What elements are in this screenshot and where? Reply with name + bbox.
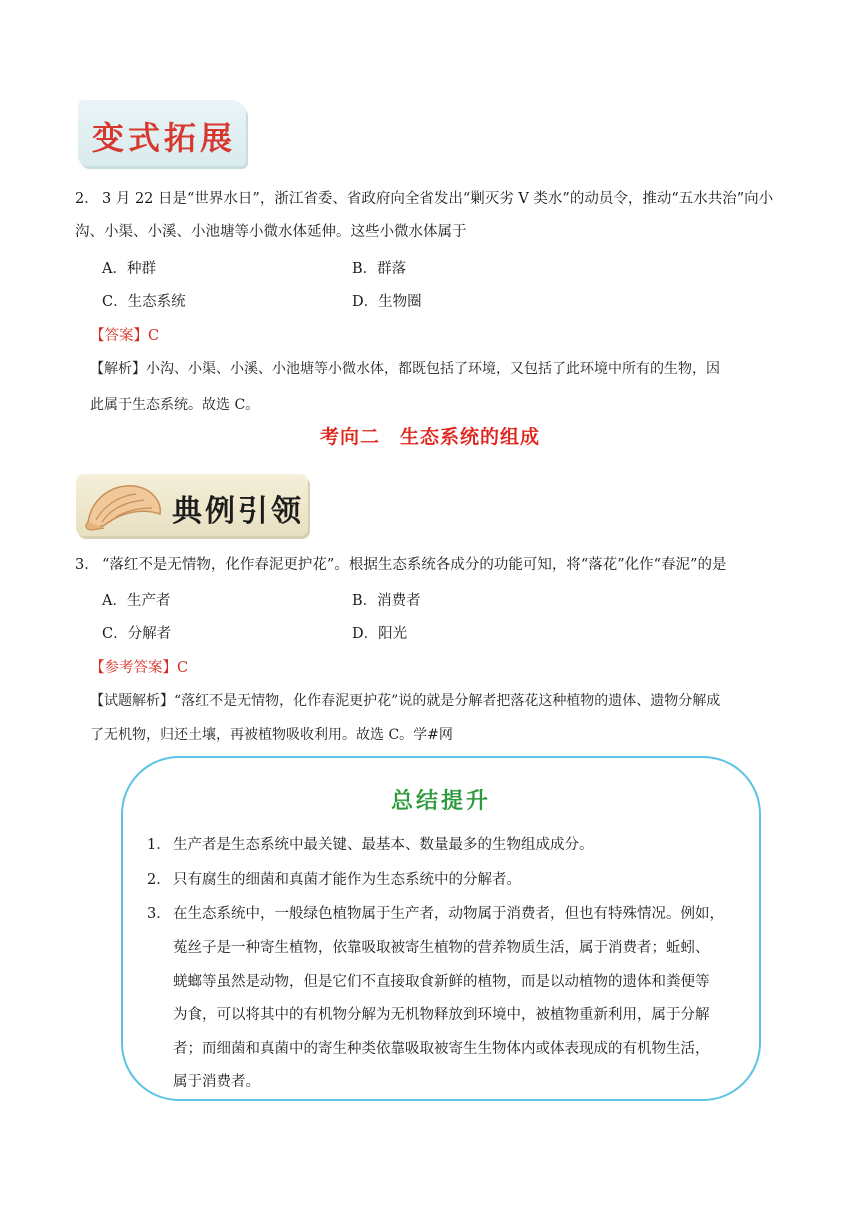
summary-item-3-line: 在生态系统中，一般绿色植物属于生产者，动物属于消费者，但也有特殊情况。例如， xyxy=(173,906,724,922)
summary-item-1-line: 生产者是生态系统中最关键、最基本、数量最多的生物组成成分。 xyxy=(173,837,594,853)
question-3-explanation-line-2: 了无机物，归还土壤，再被植物吸收利用。故选 C。学#网 xyxy=(90,727,453,743)
question-2-text-line-1: 3 月 22 日是“世界水日”，浙江省委、省政府向全省发出“剿灭劣 V 类水”的动员令，推动“五水共治”向小 xyxy=(102,191,774,207)
question-2-option-c: C．生态系统 xyxy=(102,294,186,310)
question-2-text-line-2: 沟、小渠、小溪、小池塘等小微水体延伸。这些小微水体属于 xyxy=(75,224,467,240)
question-2-option-d: D．生物圈 xyxy=(352,294,422,310)
summary-item-3-line: 者；而细菌和真菌中的寄生种类依靠吸取被寄生生物体内或体表现成的有机物生活， xyxy=(173,1041,710,1057)
question-3-option-c: C．分解者 xyxy=(102,626,172,642)
question-3-text-line-1: “落红不是无情物，化作春泥更护花”。根据生态系统各成分的功能可知，将“落花”化作“春泥”的是 xyxy=(102,557,727,573)
summary-item-3-line: 蜣螂等虽然是动物，但是它们不直接取食新鲜的植物，而是以动植物的遗体和粪便等 xyxy=(173,974,710,990)
question-2-explanation-line-1: 【解析】小沟、小渠、小溪、小池塘等小微水体，都既包括了环境，又包括了此环境中所有的生物，因 xyxy=(90,361,720,377)
question-3-answer xyxy=(90,656,188,677)
answer-label: 【参考答案】 xyxy=(90,660,177,676)
answer-value: C xyxy=(177,660,189,676)
question-3-option-d: D．阳光 xyxy=(352,626,408,642)
answer-value: C xyxy=(148,328,160,344)
summary-item-2-line: 只有腐生的细菌和真菌才能作为生态系统中的分解者。 xyxy=(173,872,521,888)
question-3-explanation-line-1: 【试题解析】“落红不是无情物，化作春泥更护花”说的就是分解者把落花这种植物的遗体、遗物分解成 xyxy=(90,693,721,709)
summary-item-3-number: 3． xyxy=(147,906,171,922)
section-title: 考向二 生态系统的组成 xyxy=(319,426,540,448)
summary-title: 总结提升 xyxy=(390,789,491,814)
summary-item-3-line: 属于消费者。 xyxy=(173,1074,260,1090)
question-3-option-b: B．消费者 xyxy=(352,593,421,609)
question-3-number: 3． xyxy=(75,557,99,573)
question-2-option-b: B．群落 xyxy=(352,261,407,277)
banner-label: 典例引领 xyxy=(172,494,304,529)
summary-item-3-line: 为食，可以将其中的有机物分解为无机物释放到环境中，被植物重新利用，属于分解 xyxy=(173,1007,710,1023)
shell-icon xyxy=(82,478,166,534)
summary-box xyxy=(121,756,761,1101)
question-2-answer xyxy=(90,324,159,345)
variant-expansion-banner xyxy=(78,100,246,166)
summary-item-3-line: 菟丝子是一种寄生植物，依靠吸取被寄生植物的营养物质生活，属于消费者；蚯蚓、 xyxy=(173,940,710,956)
answer-label: 【答案】 xyxy=(90,328,148,344)
question-2-number: 2． xyxy=(75,191,99,207)
summary-item-1-number: 1． xyxy=(147,837,171,853)
example-banner xyxy=(76,474,308,536)
question-2-option-a: A．种群 xyxy=(102,261,156,277)
question-2-explanation-line-2: 此属于生态系统。故选 C。 xyxy=(90,397,260,413)
summary-item-2-number: 2． xyxy=(147,872,171,888)
banner-label: 变式拓展 xyxy=(92,119,237,157)
question-3-option-a: A．生产者 xyxy=(102,593,171,609)
